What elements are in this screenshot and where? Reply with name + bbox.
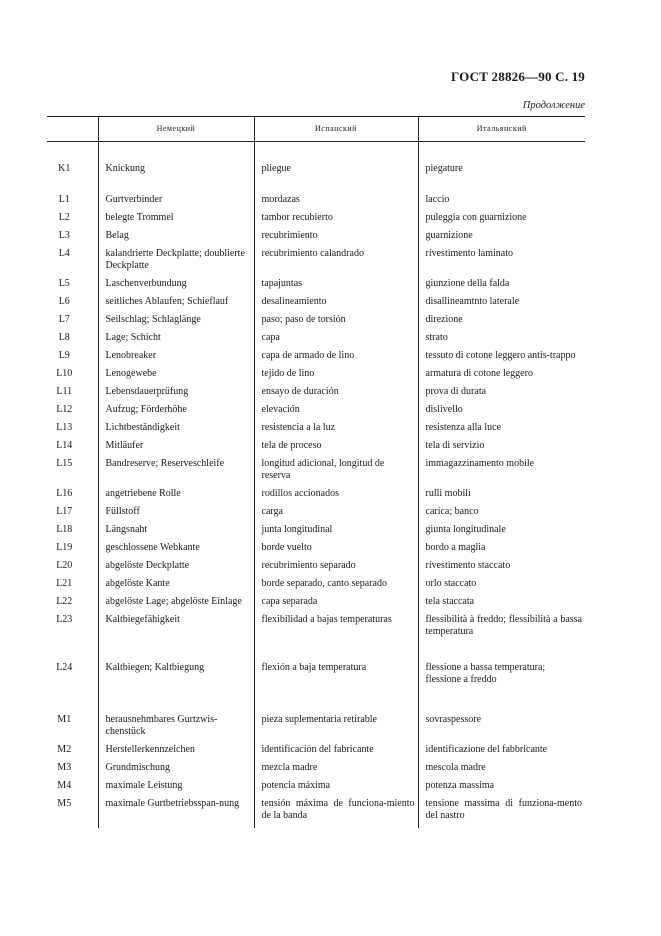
term-italian: dislivello xyxy=(418,404,585,422)
term-spanish: carga xyxy=(254,506,418,524)
table-row xyxy=(47,542,585,560)
term-spanish: identificación del fabricante xyxy=(254,744,418,762)
term-german: maximale Leistung xyxy=(98,780,254,798)
table-row xyxy=(47,386,585,404)
table-row xyxy=(47,422,585,440)
table-row xyxy=(47,614,585,662)
term-german: Füllstoff xyxy=(98,506,254,524)
term-italian: guarnizione xyxy=(418,230,585,248)
table-row xyxy=(47,368,585,386)
glossary-table xyxy=(47,116,585,828)
table-row xyxy=(47,404,585,422)
term-spanish: capa separada xyxy=(254,596,418,614)
term-german: Lenobreaker xyxy=(98,350,254,368)
table-row xyxy=(47,714,585,744)
table-row xyxy=(47,560,585,578)
table-row xyxy=(47,350,585,368)
term-spanish: rodillos accionados xyxy=(254,488,418,506)
term-spanish: recubrimiento calandrado xyxy=(254,248,418,278)
term-code: L14 xyxy=(56,440,73,451)
term-german: Belag xyxy=(98,230,254,248)
term-spanish: junta longitudinal xyxy=(254,524,418,542)
term-german: Lage; Schicht xyxy=(98,332,254,350)
term-italian: laccio xyxy=(418,194,585,212)
term-german: Laschenverbundung xyxy=(98,278,254,296)
term-spanish: borde separado, canto separado xyxy=(254,578,418,596)
term-spanish: borde vuelto xyxy=(254,542,418,560)
term-italian: tessuto di cotone leggero antis-trappo xyxy=(418,350,585,368)
term-italian: carica; banco xyxy=(418,506,585,524)
term-german: Knickung xyxy=(98,163,254,194)
term-german: geschlossene Webkante xyxy=(98,542,254,560)
table-row xyxy=(47,488,585,506)
term-code: M1 xyxy=(57,714,72,725)
term-german: Mitläufer xyxy=(98,440,254,458)
term-spanish: paso; paso de torsión xyxy=(254,314,418,332)
term-german: Aufzug; Förderhöhe xyxy=(98,404,254,422)
column-header-spanish: Испанский xyxy=(254,117,418,142)
term-code: M2 xyxy=(57,744,72,755)
table-row xyxy=(47,506,585,524)
term-code: L9 xyxy=(58,350,70,361)
term-italian: giunta longitudinale xyxy=(418,524,585,542)
term-german: seitliches Ablaufen; Schieflauf xyxy=(98,296,254,314)
term-italian: immagazzinamento mobile xyxy=(418,458,585,488)
term-italian: tensione massima di funziona-mento del nastro xyxy=(418,798,585,828)
term-german: Längsnaht xyxy=(98,524,254,542)
column-header-code xyxy=(47,117,98,142)
table-row xyxy=(47,440,585,458)
term-code: M4 xyxy=(57,780,72,791)
term-code: K1 xyxy=(58,163,71,174)
table-row xyxy=(47,458,585,488)
term-italian: prova di durata xyxy=(418,386,585,404)
term-spanish: tambor recubierto xyxy=(254,212,418,230)
term-german: belegte Trommel xyxy=(98,212,254,230)
table-row xyxy=(47,212,585,230)
term-code: L3 xyxy=(58,230,70,241)
term-code: L5 xyxy=(58,278,70,289)
term-code: L21 xyxy=(56,578,73,589)
term-code: L19 xyxy=(56,542,73,553)
term-italian: disallineamtnto laterale xyxy=(418,296,585,314)
term-spanish: elevación xyxy=(254,404,418,422)
term-code: L18 xyxy=(56,524,73,535)
term-german: Gurtverbinder xyxy=(98,194,254,212)
term-code: L10 xyxy=(56,368,73,379)
term-code: L12 xyxy=(56,404,73,415)
term-spanish: recubrimiento xyxy=(254,230,418,248)
term-italian: rivestimento staccato xyxy=(418,560,585,578)
term-spanish: capa xyxy=(254,332,418,350)
term-italian: flessibilità à freddo; flessibilità a bassa temperatura xyxy=(418,614,585,662)
term-code: L15 xyxy=(56,458,73,469)
term-italian: armatura di cotone leggero xyxy=(418,368,585,386)
term-italian: rivestimento laminato xyxy=(418,248,585,278)
term-spanish: tapajuntas xyxy=(254,278,418,296)
term-spanish: potencia máxima xyxy=(254,780,418,798)
table-row xyxy=(47,332,585,350)
term-code: L4 xyxy=(58,248,70,259)
term-spanish: pliegue xyxy=(254,163,418,194)
term-spanish: ensayo de duración xyxy=(254,386,418,404)
spacer-row xyxy=(47,142,585,164)
term-code: L24 xyxy=(56,662,73,673)
table-row xyxy=(47,230,585,248)
term-spanish: flexibilidad a bajas temperaturas xyxy=(254,614,418,662)
table-row xyxy=(47,596,585,614)
term-italian: orlo staccato xyxy=(418,578,585,596)
page-header: ГОСТ 28826—90 С. 19 xyxy=(451,69,585,84)
table-row xyxy=(47,662,585,714)
table-row xyxy=(47,163,585,194)
term-german: abgelöste Lage; abgelöste Einlage xyxy=(98,596,254,614)
term-spanish: pieza suplementaria retirable xyxy=(254,714,418,744)
table-row xyxy=(47,314,585,332)
term-spanish: flexión a baja temperatura xyxy=(254,662,418,714)
term-italian: rulli mobili xyxy=(418,488,585,506)
term-spanish: capa de armado de lino xyxy=(254,350,418,368)
table-row xyxy=(47,578,585,596)
term-german: Seilschlag; Schlaglänge xyxy=(98,314,254,332)
term-german: Lebensdauerprüfung xyxy=(98,386,254,404)
table-row xyxy=(47,194,585,212)
term-code: L6 xyxy=(58,296,70,307)
term-code: M5 xyxy=(57,798,72,809)
term-spanish: resistencia a la luz xyxy=(254,422,418,440)
term-spanish: recubrimiento separado xyxy=(254,560,418,578)
column-header-italian: Итальянский xyxy=(418,117,585,142)
term-italian: direzione xyxy=(418,314,585,332)
term-spanish: mordazas xyxy=(254,194,418,212)
term-code: L20 xyxy=(56,560,73,571)
term-german: abgelöste Kante xyxy=(98,578,254,596)
term-spanish: mezcla madre xyxy=(254,762,418,780)
term-code: L13 xyxy=(56,422,73,433)
term-code: L11 xyxy=(56,386,73,397)
term-code: L8 xyxy=(58,332,70,343)
table-row xyxy=(47,762,585,780)
column-header-german: Немецкий xyxy=(98,117,254,142)
table-row xyxy=(47,524,585,542)
term-code: L1 xyxy=(58,194,70,205)
term-italian: flessione a bassa temperatura; flessione a freddo xyxy=(418,662,585,714)
term-spanish: tela de proceso xyxy=(254,440,418,458)
term-code: L22 xyxy=(56,596,73,607)
continuation-label: Продолжение xyxy=(522,100,585,111)
table-row xyxy=(47,744,585,762)
term-german: Lichtbeständigkeit xyxy=(98,422,254,440)
table-row xyxy=(47,248,585,278)
term-italian: identificazione del fabbricante xyxy=(418,744,585,762)
term-italian: resistenza alla luce xyxy=(418,422,585,440)
term-german: Bandreserve; Reserveschleife xyxy=(98,458,254,488)
term-spanish: longitud adicional, longitud de reserva xyxy=(254,458,418,488)
term-italian: tela di servizio xyxy=(418,440,585,458)
term-code: L2 xyxy=(58,212,70,223)
term-german: kalandrierte Deckplatte; doublierte Deckplatte xyxy=(98,248,254,278)
term-italian: bordo a maglia xyxy=(418,542,585,560)
term-italian: mescola madre xyxy=(418,762,585,780)
table-row xyxy=(47,296,585,314)
term-german: Kaltbiegen; Kaltbiegung xyxy=(98,662,254,714)
term-code: M3 xyxy=(57,762,72,773)
term-spanish: tensión máxima de funciona-miento de la banda xyxy=(254,798,418,828)
term-german: Grundmischung xyxy=(98,762,254,780)
term-italian: potenza massima xyxy=(418,780,585,798)
term-german: Herstellerkennzeichen xyxy=(98,744,254,762)
term-code: L17 xyxy=(56,506,73,517)
term-italian: sovraspessore xyxy=(418,714,585,744)
table-row xyxy=(47,798,585,828)
term-italian: puleggia con guarnizione xyxy=(418,212,585,230)
term-italian: giunzione della falda xyxy=(418,278,585,296)
term-german: angetriebene Rolle xyxy=(98,488,254,506)
term-code: L23 xyxy=(56,614,73,625)
term-code: L7 xyxy=(58,314,70,325)
table-row xyxy=(47,780,585,798)
term-italian: strato xyxy=(418,332,585,350)
term-german: maximale Gurtbetriebsspan-nung xyxy=(98,798,254,828)
term-spanish: desalineamiento xyxy=(254,296,418,314)
term-german: Kaltbiegefähigkeit xyxy=(98,614,254,662)
term-german: herausnehmbares Gurtzwis-chenstück xyxy=(98,714,254,744)
table-header-row xyxy=(47,117,585,142)
term-italian: tela staccata xyxy=(418,596,585,614)
term-italian: piegature xyxy=(418,163,585,194)
term-german: abgelöste Deckplatte xyxy=(98,560,254,578)
term-german: Lenogewebe xyxy=(98,368,254,386)
term-spanish: tejido de lino xyxy=(254,368,418,386)
term-code: L16 xyxy=(56,488,73,499)
table-row xyxy=(47,278,585,296)
